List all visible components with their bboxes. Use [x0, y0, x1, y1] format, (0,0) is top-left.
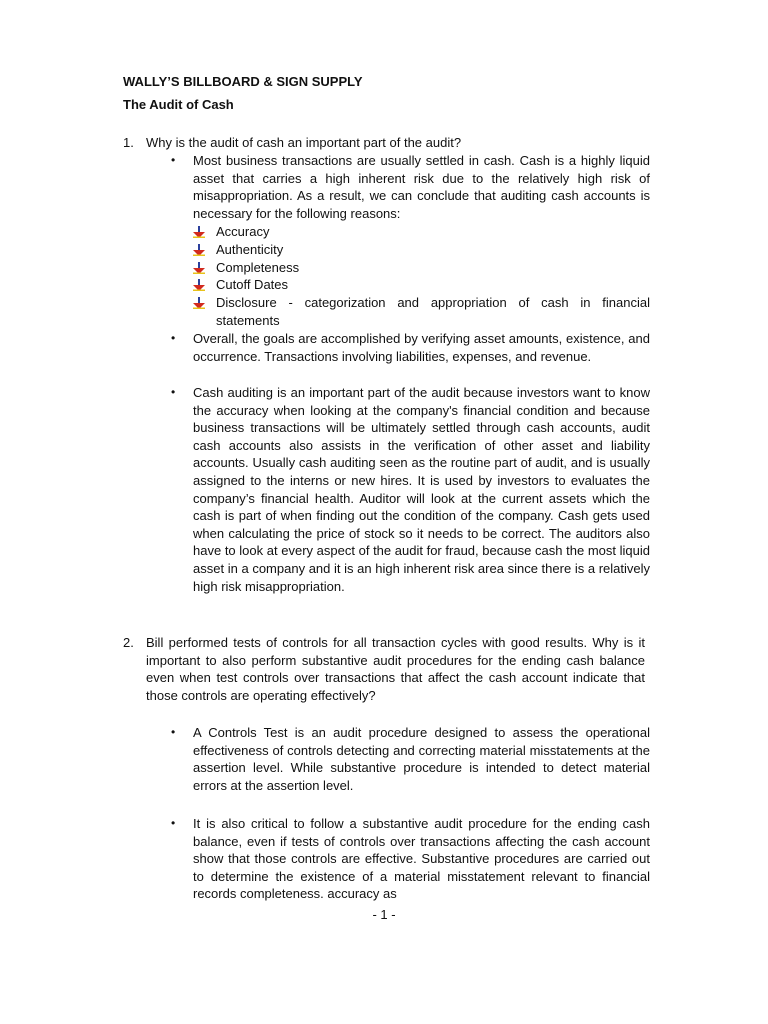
question-text: Bill performed tests of controls for all transaction cycles with good results. Why is it important to also perform substantive audit procedures for the ending cash balance even when test controls over transactions that affect the cash account indicate that those controls are operating effectively?: [146, 635, 645, 703]
bullet-icon: •: [171, 331, 176, 345]
paragraph: Overall, the goals are accomplished by verifying asset amounts, existence, and occurrence. Transactions involving liabilities, expenses, and revenue.: [193, 331, 650, 364]
page-number: - 1 -: [372, 907, 396, 922]
list-item: [171, 815, 650, 903]
paragraph: It is also critical to follow a substantive audit procedure for the ending cash balance, even if tests of controls over transactions affecting the cash account show that those controls are effective. Substantive procedures are carried out to determine the existence of a material misstatement relevant to financial records completeness. accuracy as: [193, 816, 650, 902]
bullet-icon: •: [171, 816, 176, 830]
arrow-down-icon: [193, 262, 205, 274]
list-item: [171, 330, 650, 365]
question-text: Why is the audit of cash an important part of the audit?: [146, 135, 462, 150]
arrow-down-icon: [193, 226, 205, 238]
question-number: 1.: [123, 135, 134, 150]
reason-item: [193, 276, 650, 294]
list-item: [171, 724, 650, 794]
reason-item: [193, 294, 650, 329]
reason-label: Completeness: [216, 260, 300, 275]
paragraph: Most business transactions are usually settled in cash. Cash is a highly liquid asset that carries a high inherent risk due to the relatively high risk of misappropriation. As a result, we can conclude that auditing cash accounts is necessary for the following reasons:: [193, 153, 650, 221]
list-item: [171, 384, 650, 595]
bullet-icon: •: [171, 385, 176, 399]
reason-label: Disclosure - categorization and appropriation of cash in financial statements: [216, 295, 650, 328]
reason-item: [193, 259, 650, 277]
reason-item: [193, 223, 650, 241]
question-2: [123, 634, 645, 704]
company-title: WALLY’S BILLBOARD & SIGN SUPPLY: [123, 74, 363, 89]
paragraph: Cash auditing is an important part of the audit because investors want to know the accuracy when looking at the company's financial condition and because business transactions will be ultimately settled through cash accounts, audit cash accounts also assists in the verification of other asset and liability accounts. Usually cash auditing seen as the routine part of audit, and is usually assigned to the interns or new hires. It is used by investors to evaluates the company’s financial health. Auditor will look at the current assets which the cash is part of when finding out the condition of the company. Cash gets used when calculating the price of stock so it needs to be correct. The auditors also have to look at every aspect of the audit for fraud, because cash the most liquid asset in a company and it is an high inherent risk area since there is a relatively high risk misappropriation.: [193, 385, 650, 594]
bullet-icon: •: [171, 153, 176, 167]
reason-item: [193, 241, 650, 259]
arrow-down-icon: [193, 297, 205, 309]
reason-label: Authenticity: [216, 242, 284, 257]
reason-label: Accuracy: [216, 224, 270, 239]
list-item: [171, 152, 650, 222]
document-subtitle: The Audit of Cash: [123, 97, 234, 112]
reason-label: Cutoff Dates: [216, 277, 289, 292]
paragraph: A Controls Test is an audit procedure designed to assess the operational effectiveness of controls detecting and correcting material misstatements at the assertion level. While substantive procedure is intended to detect material errors at the assertion level.: [193, 725, 650, 793]
question-1: [123, 134, 645, 152]
bullet-icon: •: [171, 725, 176, 739]
question-number: 2.: [123, 635, 134, 650]
arrow-down-icon: [193, 279, 205, 291]
arrow-down-icon: [193, 244, 205, 256]
